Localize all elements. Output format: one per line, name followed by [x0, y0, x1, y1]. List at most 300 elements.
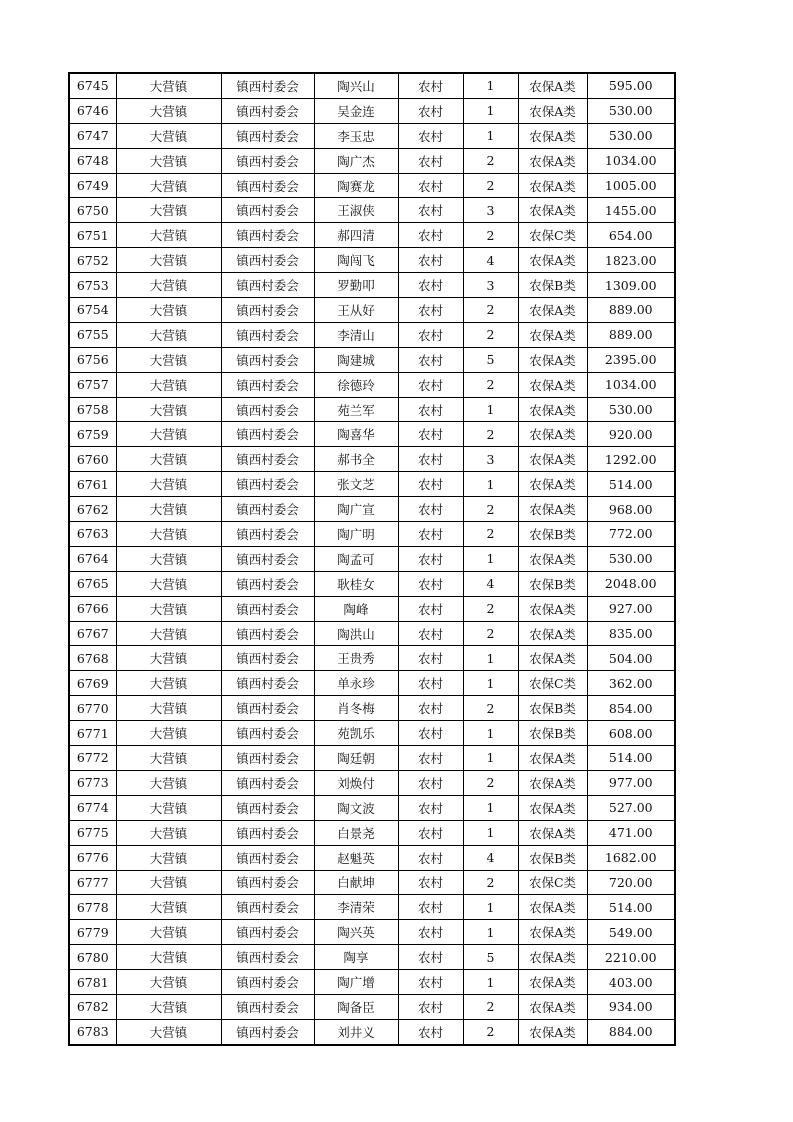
amount-cell: 720.00 — [587, 870, 675, 895]
row-number-cell: 6764 — [69, 546, 116, 571]
name-cell: 陶享 — [314, 945, 398, 970]
family-size-cell: 4 — [463, 845, 518, 870]
household-type-cell: 农村 — [398, 223, 463, 248]
village-committee-cell: 镇西村委会 — [221, 920, 314, 945]
amount-cell: 934.00 — [587, 994, 675, 1019]
amount-cell: 1005.00 — [587, 173, 675, 198]
town-cell: 大营镇 — [116, 646, 221, 671]
name-cell: 罗勤叩 — [314, 273, 398, 298]
row-number-cell: 6745 — [69, 73, 116, 98]
row-number-cell: 6751 — [69, 223, 116, 248]
name-cell: 陶闯飞 — [314, 248, 398, 273]
table-row — [69, 721, 675, 746]
town-cell: 大营镇 — [116, 322, 221, 347]
town-cell: 大营镇 — [116, 795, 221, 820]
name-cell: 陶广宣 — [314, 497, 398, 522]
town-cell: 大营镇 — [116, 1019, 221, 1044]
insurance-category-cell: 农保A类 — [518, 397, 587, 422]
name-cell: 李玉忠 — [314, 123, 398, 148]
name-cell: 吴金连 — [314, 98, 398, 123]
town-cell: 大营镇 — [116, 447, 221, 472]
insurance-category-cell: 农保A类 — [518, 198, 587, 223]
town-cell: 大营镇 — [116, 770, 221, 795]
household-type-cell: 农村 — [398, 422, 463, 447]
household-type-cell: 农村 — [398, 1019, 463, 1044]
village-committee-cell: 镇西村委会 — [221, 223, 314, 248]
family-size-cell: 1 — [463, 820, 518, 845]
row-number-cell: 6772 — [69, 746, 116, 771]
family-size-cell: 1 — [463, 920, 518, 945]
amount-cell: 514.00 — [587, 472, 675, 497]
insurance-category-cell: 农保B类 — [518, 522, 587, 547]
town-cell: 大营镇 — [116, 298, 221, 323]
table-row — [69, 447, 675, 472]
amount-cell: 854.00 — [587, 696, 675, 721]
name-cell: 刘焕付 — [314, 770, 398, 795]
family-size-cell: 2 — [463, 173, 518, 198]
row-number-cell: 6783 — [69, 1019, 116, 1044]
name-cell: 陶备臣 — [314, 994, 398, 1019]
insurance-category-cell: 农保A类 — [518, 347, 587, 372]
name-cell: 苑凯乐 — [314, 721, 398, 746]
insurance-category-cell: 农保C类 — [518, 223, 587, 248]
row-number-cell: 6746 — [69, 98, 116, 123]
family-size-cell: 2 — [463, 148, 518, 173]
table-row — [69, 248, 675, 273]
table-row — [69, 770, 675, 795]
village-committee-cell: 镇西村委会 — [221, 870, 314, 895]
name-cell: 李清荣 — [314, 895, 398, 920]
town-cell: 大营镇 — [116, 198, 221, 223]
insurance-category-cell: 农保A类 — [518, 895, 587, 920]
amount-cell: 530.00 — [587, 98, 675, 123]
household-type-cell: 农村 — [398, 721, 463, 746]
amount-cell: 504.00 — [587, 646, 675, 671]
town-cell: 大营镇 — [116, 994, 221, 1019]
table-row — [69, 621, 675, 646]
insurance-category-cell: 农保A类 — [518, 298, 587, 323]
table-row — [69, 273, 675, 298]
town-cell: 大营镇 — [116, 746, 221, 771]
data-table — [68, 72, 676, 1046]
household-type-cell: 农村 — [398, 248, 463, 273]
town-cell: 大营镇 — [116, 671, 221, 696]
village-committee-cell: 镇西村委会 — [221, 522, 314, 547]
village-committee-cell: 镇西村委会 — [221, 1019, 314, 1044]
row-number-cell: 6749 — [69, 173, 116, 198]
village-committee-cell: 镇西村委会 — [221, 721, 314, 746]
town-cell: 大营镇 — [116, 621, 221, 646]
name-cell: 陶洪山 — [314, 621, 398, 646]
household-type-cell: 农村 — [398, 73, 463, 98]
insurance-category-cell: 农保B类 — [518, 696, 587, 721]
insurance-category-cell: 农保A类 — [518, 73, 587, 98]
village-committee-cell: 镇西村委会 — [221, 73, 314, 98]
row-number-cell: 6773 — [69, 770, 116, 795]
insurance-category-cell: 农保A类 — [518, 945, 587, 970]
household-type-cell: 农村 — [398, 994, 463, 1019]
row-number-cell: 6757 — [69, 372, 116, 397]
amount-cell: 2210.00 — [587, 945, 675, 970]
village-committee-cell: 镇西村委会 — [221, 123, 314, 148]
name-cell: 王从好 — [314, 298, 398, 323]
name-cell: 陶兴英 — [314, 920, 398, 945]
table-row — [69, 322, 675, 347]
family-size-cell: 2 — [463, 696, 518, 721]
name-cell: 陶兴山 — [314, 73, 398, 98]
amount-cell: 608.00 — [587, 721, 675, 746]
family-size-cell: 3 — [463, 198, 518, 223]
name-cell: 陶广明 — [314, 522, 398, 547]
row-number-cell: 6748 — [69, 148, 116, 173]
row-number-cell: 6763 — [69, 522, 116, 547]
village-committee-cell: 镇西村委会 — [221, 820, 314, 845]
insurance-category-cell: 农保C类 — [518, 671, 587, 696]
family-size-cell: 1 — [463, 721, 518, 746]
insurance-category-cell: 农保A类 — [518, 820, 587, 845]
household-type-cell: 农村 — [398, 970, 463, 995]
household-type-cell: 农村 — [398, 845, 463, 870]
name-cell: 陶广增 — [314, 970, 398, 995]
insurance-category-cell: 农保A类 — [518, 422, 587, 447]
household-type-cell: 农村 — [398, 148, 463, 173]
table-row — [69, 472, 675, 497]
town-cell: 大营镇 — [116, 422, 221, 447]
village-committee-cell: 镇西村委会 — [221, 273, 314, 298]
family-size-cell: 5 — [463, 347, 518, 372]
town-cell: 大营镇 — [116, 870, 221, 895]
household-type-cell: 农村 — [398, 546, 463, 571]
household-type-cell: 农村 — [398, 671, 463, 696]
name-cell: 刘井义 — [314, 1019, 398, 1044]
amount-cell: 927.00 — [587, 596, 675, 621]
household-type-cell: 农村 — [398, 397, 463, 422]
row-number-cell: 6781 — [69, 970, 116, 995]
table-row — [69, 895, 675, 920]
amount-cell: 471.00 — [587, 820, 675, 845]
insurance-category-cell: 农保A类 — [518, 770, 587, 795]
insurance-category-cell: 农保A类 — [518, 795, 587, 820]
family-size-cell: 4 — [463, 248, 518, 273]
family-size-cell: 2 — [463, 770, 518, 795]
family-size-cell: 2 — [463, 372, 518, 397]
household-type-cell: 农村 — [398, 98, 463, 123]
village-committee-cell: 镇西村委会 — [221, 497, 314, 522]
village-committee-cell: 镇西村委会 — [221, 322, 314, 347]
name-cell: 陶峰 — [314, 596, 398, 621]
table-row — [69, 123, 675, 148]
table-row — [69, 546, 675, 571]
table-row — [69, 920, 675, 945]
amount-cell: 884.00 — [587, 1019, 675, 1044]
name-cell: 陶广杰 — [314, 148, 398, 173]
family-size-cell: 1 — [463, 397, 518, 422]
village-committee-cell: 镇西村委会 — [221, 198, 314, 223]
table-row — [69, 372, 675, 397]
amount-cell: 835.00 — [587, 621, 675, 646]
insurance-category-cell: 农保A类 — [518, 372, 587, 397]
village-committee-cell: 镇西村委会 — [221, 298, 314, 323]
household-type-cell: 农村 — [398, 571, 463, 596]
village-committee-cell: 镇西村委会 — [221, 970, 314, 995]
family-size-cell: 2 — [463, 994, 518, 1019]
amount-cell: 1034.00 — [587, 148, 675, 173]
family-size-cell: 1 — [463, 671, 518, 696]
table-row — [69, 347, 675, 372]
row-number-cell: 6760 — [69, 447, 116, 472]
village-committee-cell: 镇西村委会 — [221, 596, 314, 621]
table-row — [69, 497, 675, 522]
household-type-cell: 农村 — [398, 920, 463, 945]
row-number-cell: 6750 — [69, 198, 116, 223]
village-committee-cell: 镇西村委会 — [221, 148, 314, 173]
insurance-category-cell: 农保A类 — [518, 447, 587, 472]
table-row — [69, 646, 675, 671]
town-cell: 大营镇 — [116, 148, 221, 173]
village-committee-cell: 镇西村委会 — [221, 621, 314, 646]
town-cell: 大营镇 — [116, 123, 221, 148]
household-type-cell: 农村 — [398, 123, 463, 148]
row-number-cell: 6761 — [69, 472, 116, 497]
table-row — [69, 198, 675, 223]
village-committee-cell: 镇西村委会 — [221, 422, 314, 447]
town-cell: 大营镇 — [116, 920, 221, 945]
amount-cell: 889.00 — [587, 322, 675, 347]
name-cell: 郝四清 — [314, 223, 398, 248]
table-row — [69, 98, 675, 123]
row-number-cell: 6756 — [69, 347, 116, 372]
table-row — [69, 73, 675, 98]
town-cell: 大营镇 — [116, 970, 221, 995]
insurance-category-cell: 农保A类 — [518, 546, 587, 571]
insurance-category-cell: 农保A类 — [518, 148, 587, 173]
table-row — [69, 397, 675, 422]
village-committee-cell: 镇西村委会 — [221, 795, 314, 820]
family-size-cell: 2 — [463, 870, 518, 895]
village-committee-cell: 镇西村委会 — [221, 546, 314, 571]
household-type-cell: 农村 — [398, 497, 463, 522]
village-committee-cell: 镇西村委会 — [221, 671, 314, 696]
table-row — [69, 148, 675, 173]
name-cell: 陶赛龙 — [314, 173, 398, 198]
town-cell: 大营镇 — [116, 945, 221, 970]
insurance-category-cell: 农保A类 — [518, 322, 587, 347]
name-cell: 苑兰军 — [314, 397, 398, 422]
town-cell: 大营镇 — [116, 522, 221, 547]
family-size-cell: 1 — [463, 895, 518, 920]
household-type-cell: 农村 — [398, 621, 463, 646]
table-row — [69, 1019, 675, 1044]
town-cell: 大营镇 — [116, 571, 221, 596]
name-cell: 单永珍 — [314, 671, 398, 696]
family-size-cell: 2 — [463, 422, 518, 447]
family-size-cell: 3 — [463, 273, 518, 298]
household-type-cell: 农村 — [398, 472, 463, 497]
family-size-cell: 2 — [463, 1019, 518, 1044]
household-type-cell: 农村 — [398, 945, 463, 970]
household-type-cell: 农村 — [398, 646, 463, 671]
row-number-cell: 6771 — [69, 721, 116, 746]
table-row — [69, 223, 675, 248]
amount-cell: 595.00 — [587, 73, 675, 98]
amount-cell: 1309.00 — [587, 273, 675, 298]
insurance-category-cell: 农保B类 — [518, 845, 587, 870]
family-size-cell: 1 — [463, 646, 518, 671]
family-size-cell: 2 — [463, 322, 518, 347]
town-cell: 大营镇 — [116, 73, 221, 98]
village-committee-cell: 镇西村委会 — [221, 173, 314, 198]
row-number-cell: 6755 — [69, 322, 116, 347]
household-type-cell: 农村 — [398, 347, 463, 372]
row-number-cell: 6747 — [69, 123, 116, 148]
amount-cell: 1292.00 — [587, 447, 675, 472]
row-number-cell: 6779 — [69, 920, 116, 945]
household-type-cell: 农村 — [398, 895, 463, 920]
household-type-cell: 农村 — [398, 820, 463, 845]
amount-cell: 1682.00 — [587, 845, 675, 870]
town-cell: 大营镇 — [116, 845, 221, 870]
amount-cell: 2048.00 — [587, 571, 675, 596]
name-cell: 徐德玲 — [314, 372, 398, 397]
table-row — [69, 596, 675, 621]
name-cell: 陶廷朝 — [314, 746, 398, 771]
amount-cell: 920.00 — [587, 422, 675, 447]
name-cell: 陶文波 — [314, 795, 398, 820]
village-committee-cell: 镇西村委会 — [221, 397, 314, 422]
town-cell: 大营镇 — [116, 273, 221, 298]
family-size-cell: 1 — [463, 746, 518, 771]
insurance-category-cell: 农保A类 — [518, 596, 587, 621]
village-committee-cell: 镇西村委会 — [221, 746, 314, 771]
row-number-cell: 6768 — [69, 646, 116, 671]
town-cell: 大营镇 — [116, 721, 221, 746]
row-number-cell: 6770 — [69, 696, 116, 721]
row-number-cell: 6754 — [69, 298, 116, 323]
family-size-cell: 3 — [463, 447, 518, 472]
town-cell: 大营镇 — [116, 347, 221, 372]
household-type-cell: 农村 — [398, 795, 463, 820]
town-cell: 大营镇 — [116, 820, 221, 845]
name-cell: 王淑侠 — [314, 198, 398, 223]
village-committee-cell: 镇西村委会 — [221, 646, 314, 671]
table-row — [69, 298, 675, 323]
name-cell: 李清山 — [314, 322, 398, 347]
village-committee-cell: 镇西村委会 — [221, 347, 314, 372]
name-cell: 郝书全 — [314, 447, 398, 472]
row-number-cell: 6775 — [69, 820, 116, 845]
village-committee-cell: 镇西村委会 — [221, 372, 314, 397]
name-cell: 陶孟可 — [314, 546, 398, 571]
row-number-cell: 6753 — [69, 273, 116, 298]
family-size-cell: 2 — [463, 497, 518, 522]
amount-cell: 1455.00 — [587, 198, 675, 223]
village-committee-cell: 镇西村委会 — [221, 98, 314, 123]
row-number-cell: 6765 — [69, 571, 116, 596]
village-committee-cell: 镇西村委会 — [221, 945, 314, 970]
amount-cell: 527.00 — [587, 795, 675, 820]
row-number-cell: 6777 — [69, 870, 116, 895]
amount-cell: 772.00 — [587, 522, 675, 547]
insurance-category-cell: 农保A类 — [518, 1019, 587, 1044]
table-row — [69, 422, 675, 447]
amount-cell: 968.00 — [587, 497, 675, 522]
name-cell: 张文芝 — [314, 472, 398, 497]
amount-cell: 530.00 — [587, 397, 675, 422]
insurance-category-cell: 农保B类 — [518, 571, 587, 596]
amount-cell: 514.00 — [587, 746, 675, 771]
name-cell: 耿桂女 — [314, 571, 398, 596]
town-cell: 大营镇 — [116, 173, 221, 198]
family-size-cell: 2 — [463, 621, 518, 646]
insurance-category-cell: 农保B类 — [518, 721, 587, 746]
village-committee-cell: 镇西村委会 — [221, 571, 314, 596]
insurance-category-cell: 农保A类 — [518, 497, 587, 522]
insurance-category-cell: 农保A类 — [518, 621, 587, 646]
household-type-cell: 农村 — [398, 447, 463, 472]
row-number-cell: 6782 — [69, 994, 116, 1019]
row-number-cell: 6759 — [69, 422, 116, 447]
table-row — [69, 696, 675, 721]
family-size-cell: 4 — [463, 571, 518, 596]
insurance-category-cell: 农保A类 — [518, 920, 587, 945]
amount-cell: 1034.00 — [587, 372, 675, 397]
row-number-cell: 6776 — [69, 845, 116, 870]
household-type-cell: 农村 — [398, 372, 463, 397]
row-number-cell: 6758 — [69, 397, 116, 422]
row-number-cell: 6752 — [69, 248, 116, 273]
insurance-category-cell: 农保A类 — [518, 994, 587, 1019]
household-type-cell: 农村 — [398, 322, 463, 347]
household-type-cell: 农村 — [398, 198, 463, 223]
amount-cell: 1823.00 — [587, 248, 675, 273]
table-row — [69, 945, 675, 970]
village-committee-cell: 镇西村委会 — [221, 994, 314, 1019]
row-number-cell: 6769 — [69, 671, 116, 696]
village-committee-cell: 镇西村委会 — [221, 770, 314, 795]
town-cell: 大营镇 — [116, 546, 221, 571]
name-cell: 王贵秀 — [314, 646, 398, 671]
village-committee-cell: 镇西村委会 — [221, 696, 314, 721]
amount-cell: 977.00 — [587, 770, 675, 795]
family-size-cell: 2 — [463, 223, 518, 248]
row-number-cell: 6780 — [69, 945, 116, 970]
family-size-cell: 2 — [463, 596, 518, 621]
insurance-category-cell: 农保A类 — [518, 248, 587, 273]
household-type-cell: 农村 — [398, 298, 463, 323]
table-row — [69, 970, 675, 995]
table-row — [69, 671, 675, 696]
household-type-cell: 农村 — [398, 273, 463, 298]
name-cell: 陶喜华 — [314, 422, 398, 447]
insurance-category-cell: 农保A类 — [518, 173, 587, 198]
family-size-cell: 2 — [463, 298, 518, 323]
insurance-category-cell: 农保A类 — [518, 646, 587, 671]
town-cell: 大营镇 — [116, 696, 221, 721]
amount-cell: 403.00 — [587, 970, 675, 995]
table-row — [69, 994, 675, 1019]
table-body — [69, 73, 675, 1045]
name-cell: 白景尧 — [314, 820, 398, 845]
village-committee-cell: 镇西村委会 — [221, 248, 314, 273]
insurance-category-cell: 农保A类 — [518, 123, 587, 148]
table-row — [69, 820, 675, 845]
family-size-cell: 1 — [463, 546, 518, 571]
row-number-cell: 6774 — [69, 795, 116, 820]
village-committee-cell: 镇西村委会 — [221, 472, 314, 497]
amount-cell: 889.00 — [587, 298, 675, 323]
amount-cell: 530.00 — [587, 546, 675, 571]
amount-cell: 514.00 — [587, 895, 675, 920]
